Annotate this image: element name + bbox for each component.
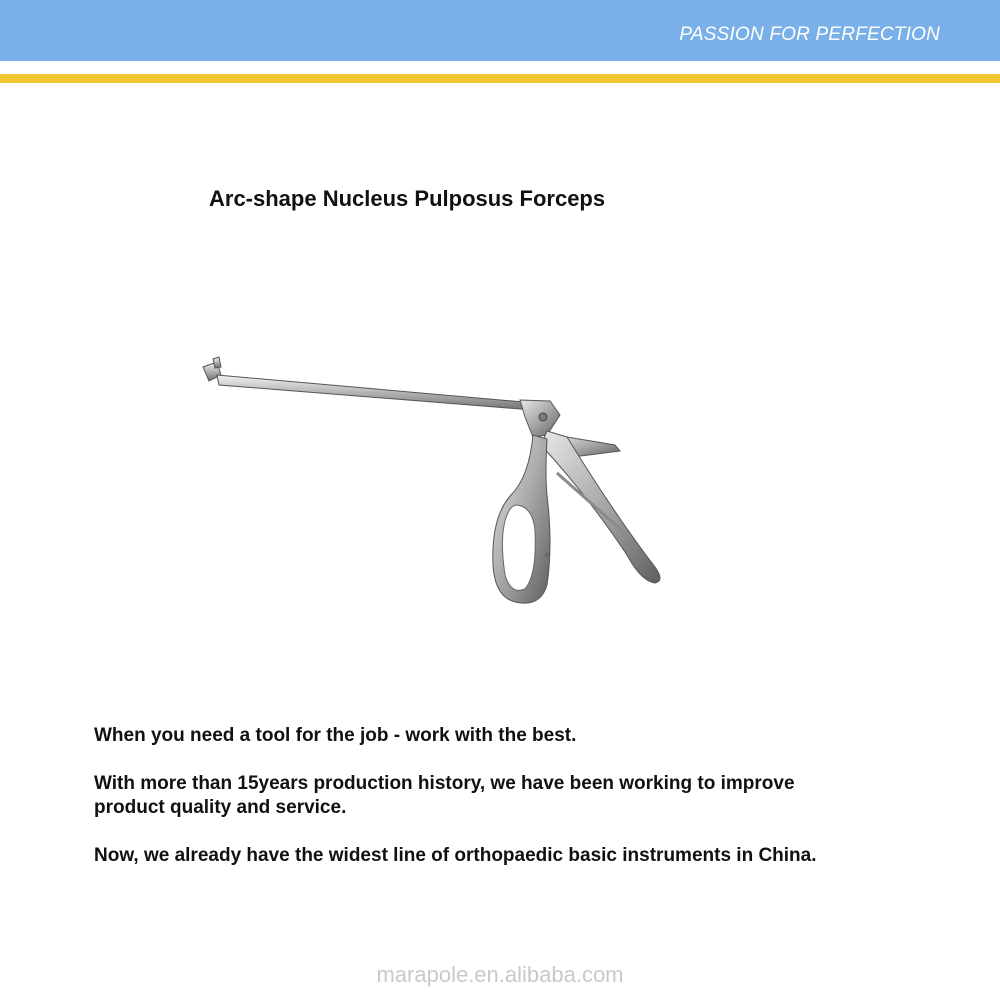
watermark: marapole.en.alibaba.com xyxy=(376,962,624,987)
description-paragraph-1: When you need a tool for the job - work with the best. xyxy=(94,725,577,746)
tagline: PASSION FOR PERFECTION xyxy=(679,24,940,45)
forceps-shaft xyxy=(217,375,545,411)
forceps-finger-loop xyxy=(493,435,550,603)
description-paragraph-2: With more than 15years production history, we have been working to improve product quality and service. xyxy=(94,773,795,818)
banner-divider-yellow xyxy=(0,74,1000,83)
description-paragraph-3: Now, we already have the widest line of orthopaedic basic instruments in China. xyxy=(94,845,817,866)
description xyxy=(94,724,854,892)
product-title: Arc-shape Nucleus Pulposus Forceps xyxy=(209,186,606,211)
top-banner xyxy=(0,0,1000,61)
banner-divider-white xyxy=(0,61,1000,74)
forceps-image xyxy=(195,345,675,615)
